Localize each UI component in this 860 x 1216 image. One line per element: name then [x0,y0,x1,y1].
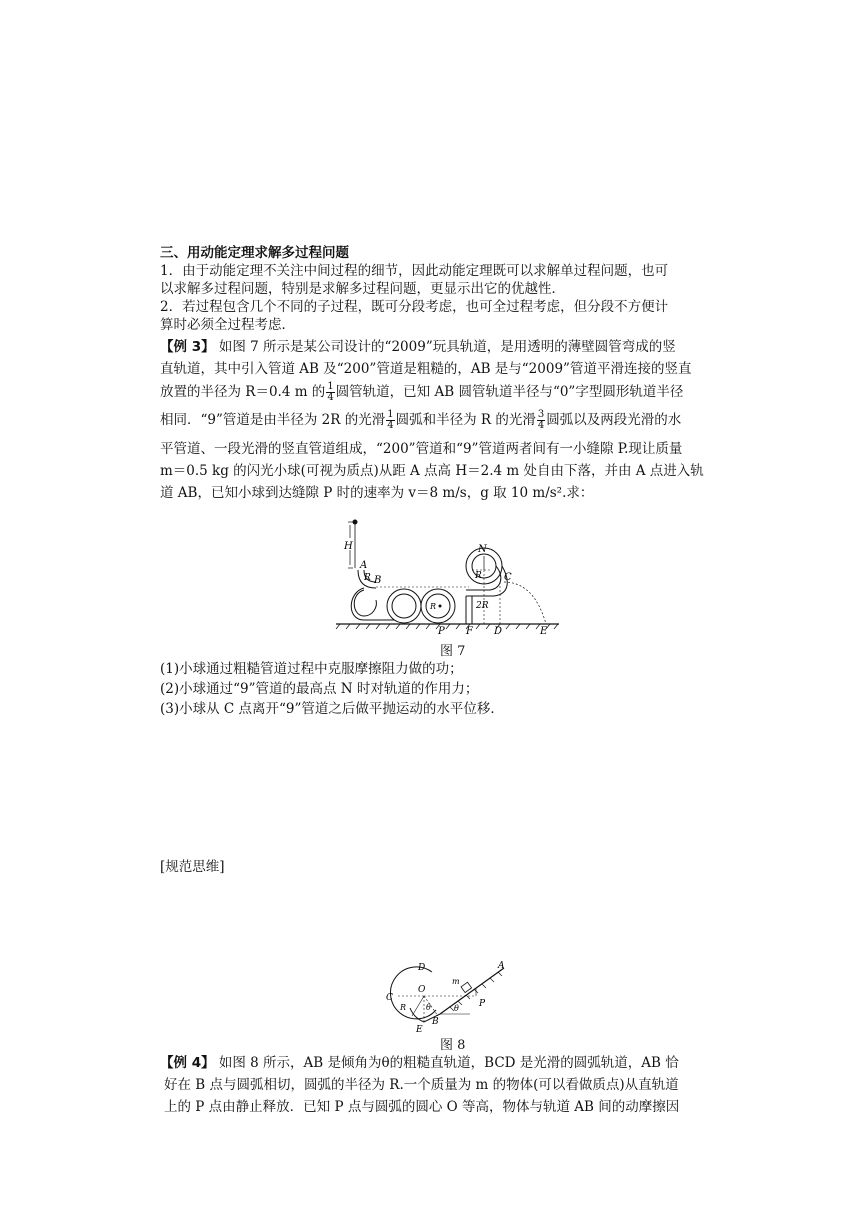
norm-thinking-label: [规范思维] [160,859,225,875]
label-H: H [344,541,353,552]
fraction-three-quarters: $\frac{3}{4}$ [537,409,545,431]
label-C: C [386,993,393,1003]
paragraph-2-line-2: 算时必须全过程考虑． [160,317,295,333]
example3-line-3: 放置的半径为 R＝0.4 m 的 $\frac{1}{4}$ 圆管轨道，已知 AB 圆管轨道半径与“0”字型圆形轨道半径 [160,381,684,403]
label-B: B [432,1017,439,1027]
label-D: D [418,963,426,973]
label-B: B [374,575,382,586]
label-R: R [400,1003,407,1012]
example3-line-6: m＝0.5 kg 的闪光小球(可视为质点)从距 A 点高 H＝2.4 m 处自由下落，并由 A 点进入轨 [160,463,704,479]
example3-line-7: 道 AB，已知小球到达缝隙 P 时的速率为 v＝8 m/s，g 取 10 m/s².求： [160,485,594,501]
paragraph-1-line-1: 1．由于动能定理不关注中间过程的细节，因此动能定理既可以求解单过程问题，也可 [160,263,669,279]
label-A: A [360,560,368,571]
question-1: (1)小球通过粗糙管道过程中克服摩擦阻力做的功； [160,661,463,677]
paragraph-1-line-2: 以求解多过程问题，特别是求解多过程问题，更显示出它的优越性． [160,281,565,297]
label-2R: 2R [476,601,489,611]
ball-icon [353,520,358,525]
label-R2: R [475,571,482,581]
label-theta-2: θ [454,1004,459,1013]
example4-line-3: 上的 P 点由静止释放．已知 P 点与圆弧的圆心 O 等高，物体与轨道 AB 间的动摩擦因 [164,1099,680,1115]
label-R3: R [430,602,437,611]
example3-label: 【例 3】 [160,339,215,355]
label-P: P [479,999,486,1009]
question-3: (3)小球从 C 点离开“9”管道之后做平抛运动的水平位移． [160,701,504,717]
label-A: A [498,961,505,971]
label-D: D [494,626,503,637]
example4-label: 【例 4】 [160,1055,215,1071]
label-E: E [540,626,548,637]
figure-8-caption: 图 8 [440,1038,466,1053]
example3-line-2: 直轨道，其中引入管道 AB 及“200”管道是粗糙的，AB 是与“2009”管道平滑连接的竖直 [160,361,692,377]
figure-7-track-diagram [334,516,564,640]
label-m: m [452,977,460,986]
example4-line-2: 好在 B 点与圆弧相切，圆弧的半径为 R.一个质量为 m 的物体(可以看做质点)从直轨道 [164,1077,679,1093]
label-F: F [466,626,473,637]
label-P: P [438,626,445,637]
question-2: (2)小球通过“9”管道的最高点 N 时对轨道的作用力； [160,681,479,697]
figure-8-incline-diagram [380,958,512,1034]
example4-line-1: 【例 4】 如图 8 所示，AB 是倾角为θ的粗糙直轨道，BCD 是光滑的圆弧轨道，AB 恰 [160,1055,679,1071]
label-C: C [504,572,512,583]
example3-line-4: 相同．“9”管道是由半径为 2R 的光滑 $\frac{1}{4}$ 圆弧和半径为 R 的光滑 $\frac{3}{4}$ 圆弧以及两段光滑的水 [160,409,682,431]
label-theta-1: θ [426,1003,431,1012]
figure-7-caption: 图 7 [440,644,466,659]
label-N: N [478,544,487,555]
label-O: O [418,985,426,995]
label-R1: R [364,573,371,583]
example3-line-1: 【例 3】 如图 7 所示是某公司设计的“2009”玩具轨道，是用透明的薄壁圆管弯成的竖 [160,339,676,355]
section-heading: 三、用动能定理求解多过程问题 [160,245,349,261]
fraction-quarter: $\frac{1}{4}$ [387,409,394,431]
fraction-quarter: $\frac{1}{4}$ [327,381,334,403]
paragraph-2-line-1: 2．若过程包含几个不同的子过程，既可分段考虑，也可全过程考虑，但分段不方便计 [160,299,669,315]
example3-line-5: 平管道、一段光滑的竖直管道组成，“200”管道和“9”管道两者间有一小缝隙 P.现让质量 [160,441,683,457]
label-E: E [416,1025,423,1034]
